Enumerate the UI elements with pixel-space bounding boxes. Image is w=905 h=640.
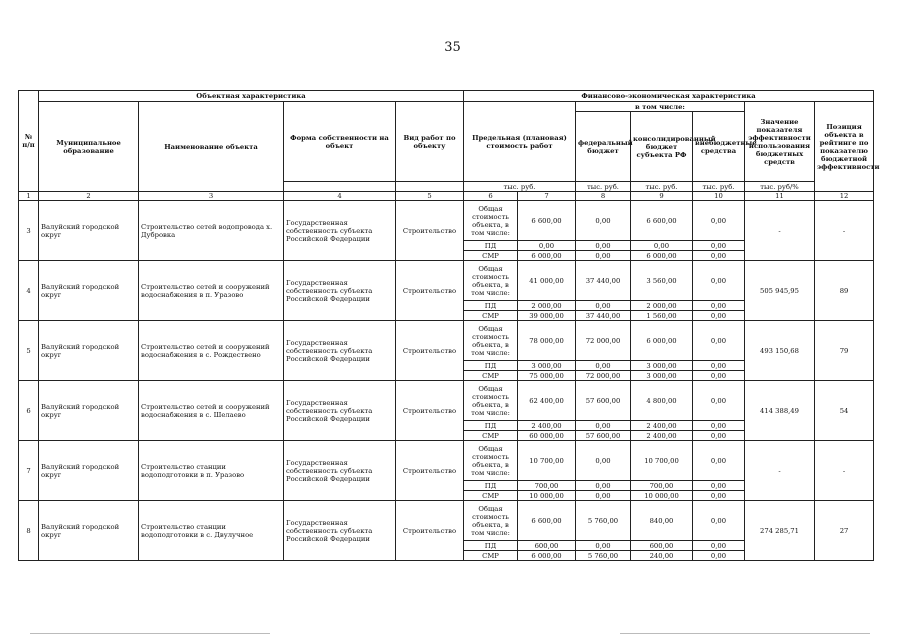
row-pd-consolidated: 2 400,00: [631, 421, 693, 431]
header-municipality: Муниципальное образование: [39, 102, 139, 192]
colnum-5: 5: [396, 192, 464, 201]
header-object-name: Наименование объекта: [139, 102, 284, 192]
row-municipality: Валуйский городской округ: [39, 321, 139, 381]
row-ownership: Государственная собственность субъекта Российской Федерации: [284, 501, 396, 561]
row-pd-consolidated: 0,00: [631, 241, 693, 251]
row-pd-federal: 0,00: [576, 421, 631, 431]
row-total-extra: 0,00: [693, 261, 745, 301]
row-indicator: 274 285,71: [745, 501, 815, 561]
header-indicator: Значение показателя эффективности использования бюджетных средств: [745, 102, 815, 182]
footer-rule-right: [620, 633, 870, 634]
row-work-type: Строительство: [396, 201, 464, 261]
header-cost: Предельная (плановая) стоимость работ: [464, 102, 576, 182]
row-total-extra: 0,00: [693, 321, 745, 361]
row-smr-consolidated: 6 000,00: [631, 251, 693, 261]
row-smr-cost: 6 000,00: [518, 251, 576, 261]
row-object-name: Строительство сетей водопровода х. Дубровка: [139, 201, 284, 261]
row-pd-federal: 0,00: [576, 541, 631, 551]
row-pd-extra: 0,00: [693, 421, 745, 431]
row-smr-consolidated: 240,00: [631, 551, 693, 561]
colnum-2: 2: [39, 192, 139, 201]
row-pd-consolidated: 600,00: [631, 541, 693, 551]
row-object-name: Строительство сетей и сооружений водоснабжения в п. Уразово: [139, 261, 284, 321]
row-pd-federal: 0,00: [576, 481, 631, 491]
unit-federal: тыс. руб.: [576, 182, 631, 192]
row-position: 54: [815, 381, 874, 441]
row-pd-extra: 0,00: [693, 361, 745, 371]
row-smr-extra: 0,00: [693, 491, 745, 501]
row-total-label: Общая стоимость объекта, в том числе:: [464, 201, 518, 241]
row-work-type: Строительство: [396, 261, 464, 321]
row-municipality: Валуйский городской округ: [39, 441, 139, 501]
row-number: 8: [19, 501, 39, 561]
row-total-federal: 0,00: [576, 201, 631, 241]
row-position: -: [815, 201, 874, 261]
colnum-9: 9: [631, 192, 693, 201]
row-object-name: Строительство станции водоподготовки в п. Уразово: [139, 441, 284, 501]
row-total-cost: 62 400,00: [518, 381, 576, 421]
row-pd-cost: 0,00: [518, 241, 576, 251]
row-smr-federal: 5 760,00: [576, 551, 631, 561]
row-smr-label: СМР: [464, 311, 518, 321]
row-municipality: Валуйский городской округ: [39, 501, 139, 561]
colnum-4: 4: [284, 192, 396, 201]
unit-cost: тыс. руб.: [464, 182, 576, 192]
row-total-label: Общая стоимость объекта, в том числе:: [464, 261, 518, 301]
row-pd-label: ПД: [464, 301, 518, 311]
row-smr-extra: 0,00: [693, 311, 745, 321]
colnum-10: 10: [693, 192, 745, 201]
colnum-7: 7: [518, 192, 576, 201]
row-indicator: -: [745, 201, 815, 261]
row-total-consolidated: 6 600,00: [631, 201, 693, 241]
row-smr-federal: 0,00: [576, 491, 631, 501]
header-incl: в том числе:: [576, 102, 745, 112]
row-smr-label: СМР: [464, 431, 518, 441]
row-total-label: Общая стоимость объекта, в том числе:: [464, 381, 518, 421]
row-number: 7: [19, 441, 39, 501]
unit-indicator: тыс. руб/%: [745, 182, 815, 192]
row-smr-cost: 60 000,00: [518, 431, 576, 441]
row-pd-extra: 0,00: [693, 301, 745, 311]
row-smr-cost: 75 000,00: [518, 371, 576, 381]
row-smr-cost: 39 000,00: [518, 311, 576, 321]
row-total-consolidated: 3 560,00: [631, 261, 693, 301]
row-pd-label: ПД: [464, 481, 518, 491]
row-position: 89: [815, 261, 874, 321]
row-number: 6: [19, 381, 39, 441]
row-total-federal: 37 440,00: [576, 261, 631, 301]
row-smr-label: СМР: [464, 551, 518, 561]
row-total-label: Общая стоимость объекта, в том числе:: [464, 501, 518, 541]
footer-rule-left: [30, 633, 270, 634]
row-total-consolidated: 4 800,00: [631, 381, 693, 421]
row-pd-cost: 700,00: [518, 481, 576, 491]
unit-extra: тыс. руб.: [693, 182, 745, 192]
row-municipality: Валуйский городской округ: [39, 261, 139, 321]
row-municipality: Валуйский городской округ: [39, 201, 139, 261]
row-position: 79: [815, 321, 874, 381]
row-work-type: Строительство: [396, 321, 464, 381]
row-total-extra: 0,00: [693, 201, 745, 241]
row-object-name: Строительство сетей и сооружений водоснабжения в с. Рождествено: [139, 321, 284, 381]
row-smr-extra: 0,00: [693, 431, 745, 441]
row-pd-cost: 2 000,00: [518, 301, 576, 311]
row-work-type: Строительство: [396, 501, 464, 561]
row-number: 3: [19, 201, 39, 261]
row-smr-label: СМР: [464, 251, 518, 261]
row-pd-consolidated: 2 000,00: [631, 301, 693, 311]
row-pd-cost: 600,00: [518, 541, 576, 551]
colnum-12: 12: [815, 192, 874, 201]
row-pd-extra: 0,00: [693, 481, 745, 491]
header-federal: федеральный бюджет: [576, 112, 631, 182]
row-total-extra: 0,00: [693, 441, 745, 481]
row-total-consolidated: 840,00: [631, 501, 693, 541]
row-position: 27: [815, 501, 874, 561]
row-pd-federal: 0,00: [576, 361, 631, 371]
row-pd-extra: 0,00: [693, 541, 745, 551]
header-finance-group: Финансово-экономическая характеристика: [464, 91, 874, 102]
row-pd-label: ПД: [464, 241, 518, 251]
row-work-type: Строительство: [396, 381, 464, 441]
row-total-extra: 0,00: [693, 381, 745, 421]
row-indicator: 505 945,95: [745, 261, 815, 321]
row-smr-consolidated: 10 000,00: [631, 491, 693, 501]
row-ownership: Государственная собственность субъекта Российской Федерации: [284, 261, 396, 321]
row-total-label: Общая стоимость объекта, в том числе:: [464, 321, 518, 361]
row-object-name: Строительство сетей и сооружений водоснабжения в с. Шелаево: [139, 381, 284, 441]
row-pd-federal: 0,00: [576, 301, 631, 311]
row-smr-federal: 57 600,00: [576, 431, 631, 441]
row-total-federal: 72 000,00: [576, 321, 631, 361]
colnum-1: 1: [19, 192, 39, 201]
colnum-8: 8: [576, 192, 631, 201]
row-pd-cost: 2 400,00: [518, 421, 576, 431]
colnum-11: 11: [745, 192, 815, 201]
row-smr-extra: 0,00: [693, 551, 745, 561]
row-pd-federal: 0,00: [576, 241, 631, 251]
row-smr-cost: 10 000,00: [518, 491, 576, 501]
row-ownership: Государственная собственность субъекта Российской Федерации: [284, 201, 396, 261]
header-work-type: Вид работ по объекту: [396, 102, 464, 182]
row-total-cost: 10 700,00: [518, 441, 576, 481]
header-ownership: Форма собственности на объект: [284, 102, 396, 182]
row-total-consolidated: 10 700,00: [631, 441, 693, 481]
header-extra: внебюджетные средства: [693, 112, 745, 182]
header-consolidated: консолидированный бюджет субъекта РФ: [631, 112, 693, 182]
row-total-extra: 0,00: [693, 501, 745, 541]
row-position: -: [815, 441, 874, 501]
row-indicator: -: [745, 441, 815, 501]
row-pd-extra: 0,00: [693, 241, 745, 251]
row-pd-label: ПД: [464, 361, 518, 371]
row-smr-label: СМР: [464, 491, 518, 501]
investment-objects-table: [18, 90, 880, 561]
row-smr-cost: 6 000,00: [518, 551, 576, 561]
row-ownership: Государственная собственность субъекта Российской Федерации: [284, 321, 396, 381]
row-number: 4: [19, 261, 39, 321]
page-number: 35: [444, 40, 461, 55]
row-pd-consolidated: 700,00: [631, 481, 693, 491]
header-object-group: Объектная характеристика: [39, 91, 464, 102]
row-smr-extra: 0,00: [693, 371, 745, 381]
header-position: Позиция объекта в рейтинге по показателю бюджетной эффективности: [815, 102, 874, 192]
row-smr-federal: 0,00: [576, 251, 631, 261]
row-smr-federal: 37 440,00: [576, 311, 631, 321]
row-total-consolidated: 6 000,00: [631, 321, 693, 361]
unit-consolidated: тыс. руб.: [631, 182, 693, 192]
row-ownership: Государственная собственность субъекта Российской Федерации: [284, 441, 396, 501]
row-smr-consolidated: 1 560,00: [631, 311, 693, 321]
colnum-6: 6: [464, 192, 518, 201]
unit-blank-5: [396, 182, 464, 192]
row-indicator: 414 388,49: [745, 381, 815, 441]
row-pd-label: ПД: [464, 541, 518, 551]
row-pd-consolidated: 3 000,00: [631, 361, 693, 371]
colnum-3: 3: [139, 192, 284, 201]
row-total-cost: 6 600,00: [518, 501, 576, 541]
row-smr-federal: 72 000,00: [576, 371, 631, 381]
unit-blank-4: [284, 182, 396, 192]
row-smr-consolidated: 3 000,00: [631, 371, 693, 381]
row-total-federal: 5 760,00: [576, 501, 631, 541]
row-municipality: Валуйский городской округ: [39, 381, 139, 441]
row-pd-label: ПД: [464, 421, 518, 431]
row-work-type: Строительство: [396, 441, 464, 501]
row-indicator: 493 150,68: [745, 321, 815, 381]
row-smr-label: СМР: [464, 371, 518, 381]
row-total-label: Общая стоимость объекта, в том числе:: [464, 441, 518, 481]
row-total-cost: 6 600,00: [518, 201, 576, 241]
row-smr-extra: 0,00: [693, 251, 745, 261]
row-pd-cost: 3 000,00: [518, 361, 576, 371]
row-total-federal: 57 600,00: [576, 381, 631, 421]
row-total-cost: 78 000,00: [518, 321, 576, 361]
header-num: № п/п: [19, 91, 39, 192]
row-smr-consolidated: 2 400,00: [631, 431, 693, 441]
row-total-cost: 41 000,00: [518, 261, 576, 301]
row-ownership: Государственная собственность субъекта Российской Федерации: [284, 381, 396, 441]
row-object-name: Строительство станции водоподготовки в с. Двулучное: [139, 501, 284, 561]
row-total-federal: 0,00: [576, 441, 631, 481]
row-number: 5: [19, 321, 39, 381]
